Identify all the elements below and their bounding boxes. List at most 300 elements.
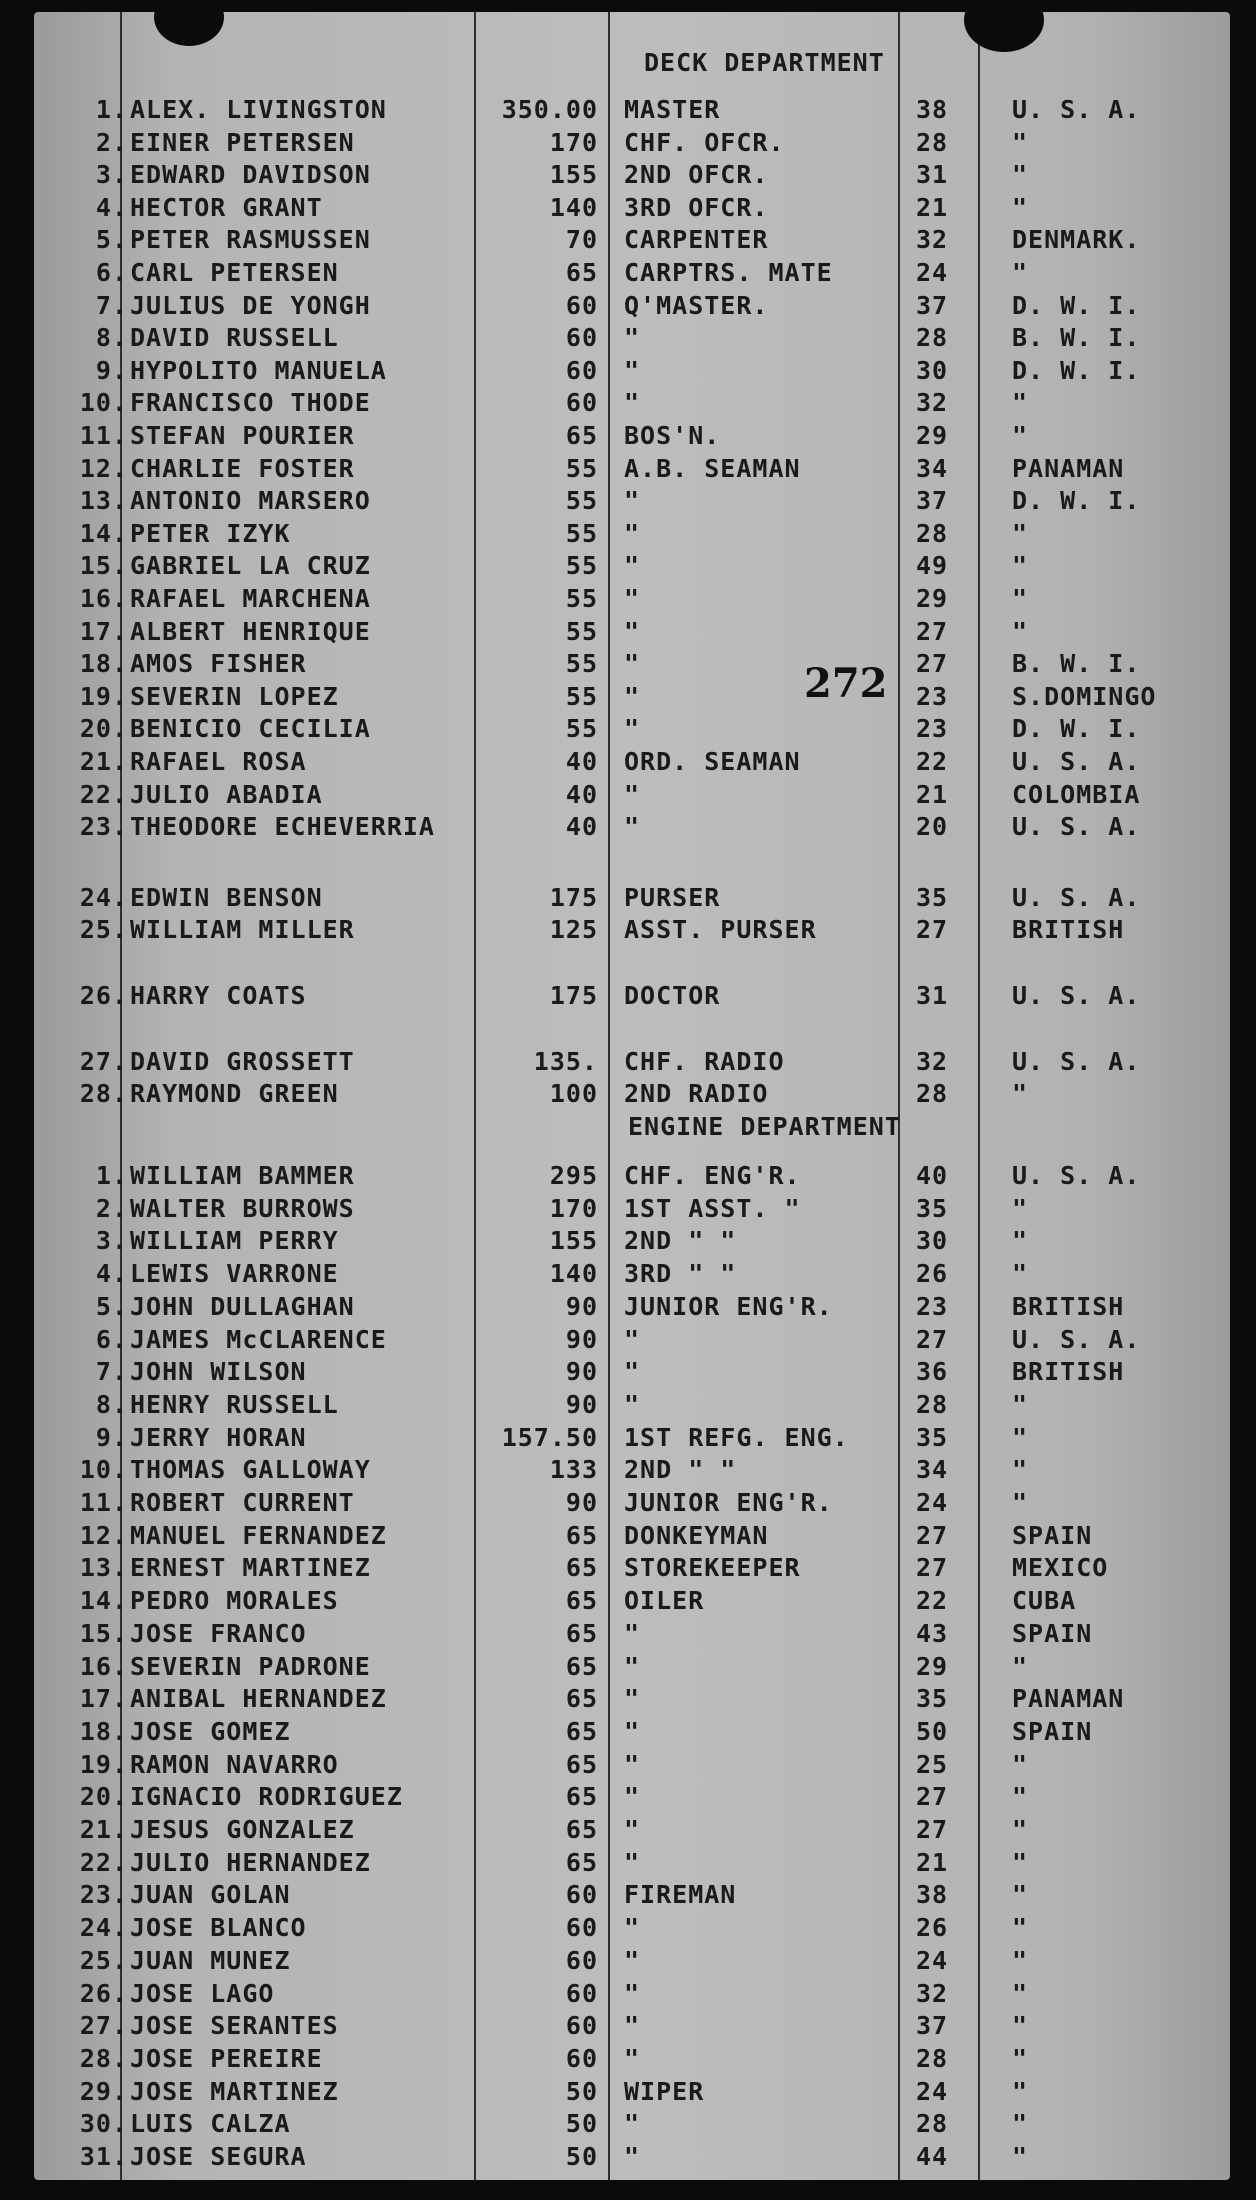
crew-age: 40 [915, 1161, 949, 1190]
crew-number: 19. [79, 681, 128, 711]
crew-name: WILLIAM PERRY [130, 1226, 339, 1256]
crew-name: EDWARD DAVIDSON [130, 160, 371, 190]
crew-row [34, 2010, 1230, 2042]
crew-number: 28. [79, 1079, 128, 1108]
crew-rank: DONKEYMAN [624, 1520, 769, 1550]
crew-number: 3. [95, 160, 128, 190]
crew-name: CHARLIE FOSTER [130, 453, 355, 483]
crew-number: 17. [79, 616, 128, 646]
crew-row [34, 1487, 1230, 1519]
crew-wage: 135. [533, 1047, 598, 1076]
crew-age: 31 [915, 981, 949, 1010]
crew-rank: STOREKEEPER [624, 1553, 801, 1583]
crew-name: SEVERIN PADRONE [130, 1651, 371, 1681]
crew-wage: 60 [565, 290, 598, 320]
crew-nationality: BRITISH [1012, 1357, 1125, 1387]
crew-row [34, 1585, 1230, 1617]
crew-row [34, 1945, 1230, 1977]
crew-rank: JUNIOR ENG'R. [624, 1291, 833, 1321]
crew-age: 21 [915, 779, 949, 809]
crew-nationality: " [1012, 616, 1029, 646]
crew-rank: A.B. SEAMAN [624, 453, 801, 483]
crew-number: 29. [79, 2076, 128, 2106]
crew-nationality: U. S. A. [1012, 1161, 1141, 1190]
crew-wage: 65 [565, 1520, 598, 1550]
crew-row [34, 485, 1230, 517]
crew-wage: 65 [565, 1618, 598, 1648]
crew-row [34, 1847, 1230, 1879]
crew-wage: 60 [565, 1880, 598, 1910]
crew-nationality: D. W. I. [1012, 486, 1141, 516]
crew-number: 16. [79, 584, 128, 613]
crew-row [34, 1912, 1230, 1944]
crew-nationality: BRITISH [1012, 915, 1125, 944]
crew-nationality: U. S. A. [1012, 1324, 1141, 1354]
crew-rank: PURSER [624, 883, 721, 912]
crew-name: HENRY RUSSELL [130, 1389, 339, 1419]
crew-name: JOSE PEREIRE [130, 2043, 323, 2073]
crew-row [34, 1160, 1230, 1192]
crew-wage: 60 [565, 355, 598, 385]
crew-rank: " [624, 2043, 641, 2073]
crew-age: 24 [915, 1945, 949, 1975]
crew-number: 27. [79, 1047, 128, 1076]
crew-wage: 55 [565, 518, 598, 548]
crew-wage: 65 [565, 421, 598, 450]
crew-number: 5. [95, 1291, 128, 1321]
crew-name: GABRIEL LA CRUZ [130, 551, 371, 581]
crew-nationality: " [1012, 192, 1029, 222]
crew-wage: 170 [549, 127, 598, 157]
crew-row [34, 127, 1230, 159]
crew-age: 32 [915, 388, 949, 418]
crew-name: SEVERIN LOPEZ [130, 681, 339, 711]
crew-list-sheet [34, 12, 1230, 2180]
crew-name: ROBERT CURRENT [130, 1488, 355, 1517]
crew-nationality: " [1012, 1913, 1029, 1943]
crew-rank: " [624, 779, 641, 809]
crew-row [34, 550, 1230, 582]
crew-age: 26 [915, 1913, 949, 1943]
crew-wage: 65 [565, 1651, 598, 1681]
crew-age: 22 [915, 1586, 949, 1616]
crew-wage: 60 [565, 323, 598, 353]
crew-age: 24 [915, 1488, 949, 1517]
crew-number: 13. [79, 1553, 128, 1583]
crew-number: 6. [95, 1324, 128, 1354]
crew-number: 1. [95, 95, 128, 124]
crew-nationality: CUBA [1012, 1586, 1077, 1616]
crew-age: 28 [915, 1389, 949, 1419]
crew-number: 30. [79, 2109, 128, 2139]
crew-name: ANTONIO MARSERO [130, 486, 371, 516]
crew-name: JUAN MUNEZ [130, 1945, 291, 1975]
crew-rank: " [624, 1684, 641, 1714]
crew-rank: " [624, 1913, 641, 1943]
crew-wage: 140 [549, 1259, 598, 1289]
crew-number: 24. [79, 1913, 128, 1943]
crew-number: 11. [79, 421, 128, 450]
crew-age: 28 [915, 518, 949, 548]
crew-row [34, 1683, 1230, 1715]
crew-name: RAFAEL MARCHENA [130, 584, 371, 613]
crew-wage: 350.00 [501, 95, 598, 124]
crew-nationality: B. W. I. [1012, 323, 1141, 353]
crew-rank: WIPER [624, 2076, 705, 2106]
crew-number: 10. [79, 1455, 128, 1485]
crew-rank: " [624, 714, 641, 744]
crew-wage: 55 [565, 486, 598, 516]
crew-number: 28. [79, 2043, 128, 2073]
crew-row [34, 779, 1230, 811]
crew-row [34, 1225, 1230, 1257]
crew-name: JOSE LAGO [130, 1978, 275, 2008]
crew-number: 27. [79, 2011, 128, 2041]
crew-name: HECTOR GRANT [130, 192, 323, 222]
crew-row [34, 1781, 1230, 1813]
crew-row [34, 1258, 1230, 1290]
crew-wage: 70 [565, 225, 598, 255]
crew-rank: " [624, 681, 641, 711]
crew-row [34, 1291, 1230, 1323]
crew-age: 27 [915, 915, 949, 944]
crew-wage: 90 [565, 1291, 598, 1321]
crew-number: 10. [79, 388, 128, 418]
crew-name: JOSE FRANCO [130, 1618, 307, 1648]
crew-rank: CHF. ENG'R. [624, 1161, 801, 1190]
crew-age: 24 [915, 2076, 949, 2106]
crew-rank: FIREMAN [624, 1880, 737, 1910]
crew-age: 27 [915, 1520, 949, 1550]
crew-rank: 1ST ASST. " [624, 1193, 801, 1223]
crew-rank: " [624, 1978, 641, 2008]
crew-nationality: " [1012, 1389, 1029, 1419]
crew-name: THOMAS GALLOWAY [130, 1455, 371, 1485]
crew-row [34, 2108, 1230, 2140]
crew-wage: 175 [549, 883, 598, 912]
crew-row [34, 681, 1230, 713]
crew-number: 15. [79, 551, 128, 581]
crew-nationality: PANAMAN [1012, 453, 1125, 483]
crew-row [34, 1046, 1230, 1078]
crew-nationality: D. W. I. [1012, 355, 1141, 385]
crew-age: 24 [915, 258, 949, 287]
crew-number: 2. [95, 1193, 128, 1223]
crew-wage: 65 [565, 1782, 598, 1812]
crew-name: PEDRO MORALES [130, 1586, 339, 1616]
crew-number: 31. [79, 2142, 128, 2171]
crew-name: PETER RASMUSSEN [130, 225, 371, 255]
crew-wage: 65 [565, 1586, 598, 1616]
crew-row [34, 518, 1230, 550]
crew-nationality: DENMARK. [1012, 225, 1141, 255]
crew-age: 37 [915, 290, 949, 320]
crew-age: 21 [915, 192, 949, 222]
crew-number: 19. [79, 1749, 128, 1779]
crew-rank: " [624, 812, 641, 842]
crew-rank: JUNIOR ENG'R. [624, 1488, 833, 1517]
crew-name: THEODORE ECHEVERRIA [130, 812, 435, 842]
crew-name: PETER IZYK [130, 518, 291, 548]
crew-name: JOHN DULLAGHAN [130, 1291, 355, 1321]
crew-rank: CHF. OFCR. [624, 127, 785, 157]
crew-age: 37 [915, 486, 949, 516]
crew-number: 9. [95, 355, 128, 385]
crew-wage: 155 [549, 1226, 598, 1256]
crew-wage: 90 [565, 1488, 598, 1517]
crew-age: 30 [915, 355, 949, 385]
crew-nationality: MEXICO [1012, 1553, 1109, 1583]
crew-name: RAMON NAVARRO [130, 1749, 339, 1779]
crew-rank: 2ND OFCR. [624, 160, 769, 190]
crew-number: 23. [79, 812, 128, 842]
crew-rank: CHF. RADIO [624, 1047, 785, 1076]
crew-row [34, 1814, 1230, 1846]
crew-nationality: " [1012, 1226, 1029, 1256]
crew-number: 18. [79, 649, 128, 679]
crew-number: 15. [79, 1618, 128, 1648]
crew-wage: 55 [565, 453, 598, 483]
crew-row [34, 159, 1230, 191]
crew-rank: 2ND " " [624, 1455, 737, 1485]
punch-hole [154, 12, 224, 46]
crew-wage: 65 [565, 258, 598, 287]
crew-wage: 55 [565, 714, 598, 744]
crew-rank: BOS'N. [624, 421, 721, 450]
crew-wage: 65 [565, 1716, 598, 1746]
crew-rank: CARPTRS. MATE [624, 258, 833, 287]
crew-rank: DOCTOR [624, 981, 721, 1010]
crew-name: WILLIAM MILLER [130, 915, 355, 944]
crew-number: 8. [95, 1389, 128, 1419]
crew-nationality: " [1012, 1880, 1029, 1910]
crew-wage: 157.50 [501, 1422, 598, 1452]
crew-name: ALBERT HENRIQUE [130, 616, 371, 646]
crew-wage: 65 [565, 1815, 598, 1844]
crew-wage: 40 [565, 779, 598, 809]
crew-row [34, 1651, 1230, 1683]
crew-age: 49 [915, 551, 949, 581]
crew-number: 9. [95, 1422, 128, 1452]
crew-nationality: U. S. A. [1012, 747, 1141, 776]
crew-number: 6. [95, 258, 128, 287]
crew-name: BENICIO CECILIA [130, 714, 371, 744]
crew-number: 7. [95, 1357, 128, 1387]
crew-row [34, 746, 1230, 778]
crew-wage: 60 [565, 1913, 598, 1943]
crew-name: HYPOLITO MANUELA [130, 355, 387, 385]
crew-name: JERRY HORAN [130, 1422, 307, 1452]
crew-rank: " [624, 1357, 641, 1387]
crew-number: 23. [79, 1880, 128, 1910]
crew-name: JOSE SERANTES [130, 2011, 339, 2041]
crew-number: 5. [95, 225, 128, 255]
crew-rank: " [624, 1324, 641, 1354]
crew-age: 29 [915, 421, 949, 450]
crew-age: 23 [915, 714, 949, 744]
crew-rank: MASTER [624, 95, 721, 124]
crew-rank: 1ST REFG. ENG. [624, 1422, 849, 1452]
crew-nationality: " [1012, 388, 1029, 418]
crew-wage: 90 [565, 1324, 598, 1354]
crew-rank: " [624, 2109, 641, 2139]
crew-rank: 3RD OFCR. [624, 192, 769, 222]
crew-wage: 125 [549, 915, 598, 944]
crew-number: 21. [79, 747, 128, 776]
crew-number: 13. [79, 486, 128, 516]
crew-rank: " [624, 551, 641, 581]
crew-name: JOSE SEGURA [130, 2142, 307, 2171]
crew-wage: 90 [565, 1357, 598, 1387]
crew-number: 7. [95, 290, 128, 320]
crew-wage: 295 [549, 1161, 598, 1190]
crew-age: 22 [915, 747, 949, 776]
crew-nationality: " [1012, 127, 1029, 157]
crew-number: 22. [79, 1847, 128, 1877]
crew-nationality: " [1012, 1847, 1029, 1877]
crew-nationality: U. S. A. [1012, 95, 1141, 124]
crew-number: 1. [95, 1161, 128, 1190]
crew-nationality: " [1012, 258, 1029, 287]
crew-wage: 50 [565, 2142, 598, 2171]
crew-age: 38 [915, 1880, 949, 1910]
crew-row [34, 1716, 1230, 1748]
crew-row [34, 1422, 1230, 1454]
crew-age: 28 [915, 1079, 949, 1108]
crew-age: 32 [915, 1047, 949, 1076]
page-number-stamp: 272 [804, 660, 888, 707]
crew-age: 27 [915, 1782, 949, 1812]
crew-wage: 60 [565, 2043, 598, 2073]
crew-number: 4. [95, 192, 128, 222]
crew-row [34, 1454, 1230, 1486]
crew-row [34, 192, 1230, 224]
crew-name: CARL PETERSEN [130, 258, 339, 287]
crew-number: 3. [95, 1226, 128, 1256]
crew-rank: Q'MASTER. [624, 290, 769, 320]
crew-number: 17. [79, 1684, 128, 1714]
crew-number: 14. [79, 518, 128, 548]
crew-wage: 155 [549, 160, 598, 190]
crew-age: 35 [915, 1684, 949, 1714]
crew-rank: " [624, 1847, 641, 1877]
crew-wage: 55 [565, 584, 598, 613]
crew-nationality: " [1012, 1651, 1029, 1681]
crew-age: 44 [915, 2142, 949, 2171]
crew-rank: " [624, 616, 641, 646]
crew-row [34, 453, 1230, 485]
crew-number: 25. [79, 1945, 128, 1975]
crew-name: JOSE MARTINEZ [130, 2076, 339, 2106]
crew-row [34, 322, 1230, 354]
crew-number: 14. [79, 1586, 128, 1616]
crew-row [34, 257, 1230, 289]
crew-name: LEWIS VARRONE [130, 1259, 339, 1289]
crew-rank: " [624, 2142, 641, 2171]
crew-age: 28 [915, 2043, 949, 2073]
crew-number: 4. [95, 1259, 128, 1289]
crew-age: 27 [915, 1815, 949, 1844]
crew-rank: " [624, 1749, 641, 1779]
crew-age: 29 [915, 1651, 949, 1681]
crew-age: 25 [915, 1749, 949, 1779]
crew-number: 26. [79, 1978, 128, 2008]
crew-name: JULIO HERNANDEZ [130, 1847, 371, 1877]
crew-nationality: " [1012, 1978, 1029, 2008]
crew-rank: " [624, 1782, 641, 1812]
crew-age: 20 [915, 812, 949, 842]
crew-nationality: U. S. A. [1012, 1047, 1141, 1076]
crew-nationality: " [1012, 2109, 1029, 2139]
crew-wage: 55 [565, 551, 598, 581]
crew-age: 27 [915, 1553, 949, 1583]
crew-name: JULIO ABADIA [130, 779, 323, 809]
crew-age: 32 [915, 1978, 949, 2008]
crew-age: 35 [915, 1193, 949, 1223]
crew-row [34, 387, 1230, 419]
crew-name: RAFAEL ROSA [130, 747, 307, 776]
crew-wage: 65 [565, 1553, 598, 1583]
crew-row [34, 290, 1230, 322]
crew-name: JAMES McCLARENCE [130, 1324, 387, 1354]
crew-wage: 50 [565, 2076, 598, 2106]
crew-nationality: " [1012, 421, 1029, 450]
crew-age: 36 [915, 1357, 949, 1387]
crew-name: DAVID GROSSETT [130, 1047, 355, 1076]
crew-age: 43 [915, 1618, 949, 1648]
crew-name: MANUEL FERNANDEZ [130, 1520, 387, 1550]
crew-row [34, 1356, 1230, 1388]
crew-name: EINER PETERSEN [130, 127, 355, 157]
crew-wage: 65 [565, 1847, 598, 1877]
crew-rank: " [624, 584, 641, 613]
crew-name: AMOS FISHER [130, 649, 307, 679]
crew-number: 26. [79, 981, 128, 1010]
crew-number: 12. [79, 1520, 128, 1550]
crew-nationality: " [1012, 1079, 1029, 1108]
crew-wage: 60 [565, 1945, 598, 1975]
crew-number: 16. [79, 1651, 128, 1681]
crew-name: LUIS CALZA [130, 2109, 291, 2139]
crew-row [34, 1389, 1230, 1421]
crew-age: 23 [915, 1291, 949, 1321]
crew-row [34, 713, 1230, 745]
crew-nationality: U. S. A. [1012, 812, 1141, 842]
crew-age: 35 [915, 1422, 949, 1452]
crew-rank: " [624, 1651, 641, 1681]
crew-row [34, 1324, 1230, 1356]
crew-rank: CARPENTER [624, 225, 769, 255]
crew-age: 34 [915, 1455, 949, 1485]
crew-row [34, 2076, 1230, 2108]
crew-rank: " [624, 518, 641, 548]
crew-nationality: PANAMAN [1012, 1684, 1125, 1714]
crew-rank: " [624, 355, 641, 385]
crew-number: 24. [79, 883, 128, 912]
crew-number: 2. [95, 127, 128, 157]
deck-department-header: DECK DEPARTMENT [644, 48, 885, 77]
crew-nationality: " [1012, 1488, 1029, 1517]
crew-nationality: S.DOMINGO [1012, 681, 1157, 711]
crew-row [34, 882, 1230, 914]
crew-row [34, 1520, 1230, 1552]
crew-rank: " [624, 1815, 641, 1844]
crew-number: 8. [95, 323, 128, 353]
crew-nationality: D. W. I. [1012, 714, 1141, 744]
crew-wage: 50 [565, 2109, 598, 2139]
crew-age: 50 [915, 1716, 949, 1746]
crew-nationality: B. W. I. [1012, 649, 1141, 679]
